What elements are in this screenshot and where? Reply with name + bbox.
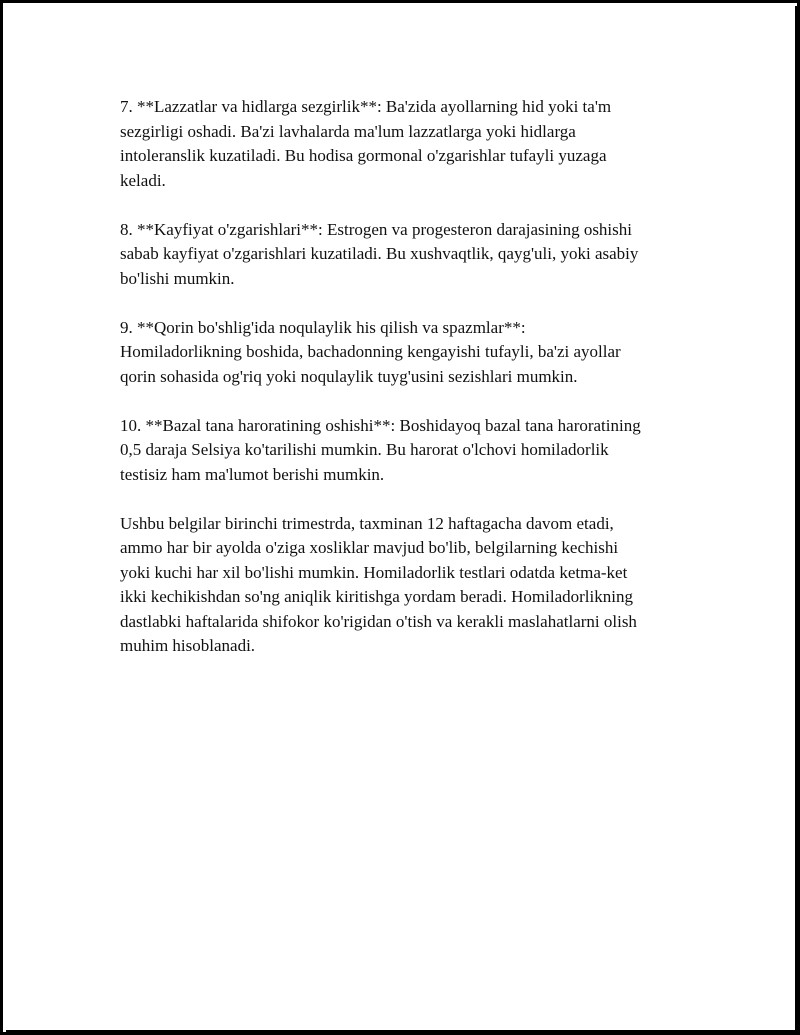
paragraph-item-8: 8. **Kayfiyat o'zgarishlari**: Estrogen va progesteron darajasining oshishi sabab kayfiyat o'zgarishlari kuzatiladi. Bu xushvaqtlik, qayg'uli, yoki asabiy bo'lishi mumkin. <box>120 219 639 288</box>
paragraph-item-7: 7. **Lazzatlar va hidlarga sezgirlik**: Ba'zida ayollarning hid yoki ta'm sezgirligi oshadi. Ba'zi lavhalarda ma'lum lazzatlarga yoki hidlarga intoleranslik kuzatiladi. Bu hodisa gormonal o'zgarishlar tufayli yuzaga keladi. <box>120 97 612 190</box>
paragraph-item-10: 10. **Bazal tana haroratining oshishi**: Boshidayoq bazal tana haroratining 0,5 daraja Selsiya ko'tarilishi mumkin. Bu harorat o'lchovi homiladorlik testisiz ham ma'lumot berishi mumkin. <box>120 415 641 484</box>
paragraph-summary: Ushbu belgilar birinchi trimestrda, taxminan 12 haftagacha davom etadi, ammo har bir ayolda o'ziga xosliklar mavjud bo'lib, belgilarning kechishi yoki kuchi har xil bo'lishi mumkin. Homiladorlik testlari odatda ketma-ket ikki kechikishdan so'ng aniqlik kiritishga yordam beradi. Homiladorlikning dastlabki haftalarida shifokor ko'rigidan o'tish va kerakli maslahatlarni olish muhim hisoblanadi. <box>120 513 637 655</box>
document-body <box>120 95 700 683</box>
paragraph-item-9: 9. **Qorin bo'shlig'ida noqulaylik his qilish va spazmlar**: Homiladorlikning boshida, bachadonning kengayishi tufayli, ba'zi ayollar qorin sohasida og'riq yoki noqulaylik tuyg'usini sezishlari mumkin. <box>120 317 621 386</box>
